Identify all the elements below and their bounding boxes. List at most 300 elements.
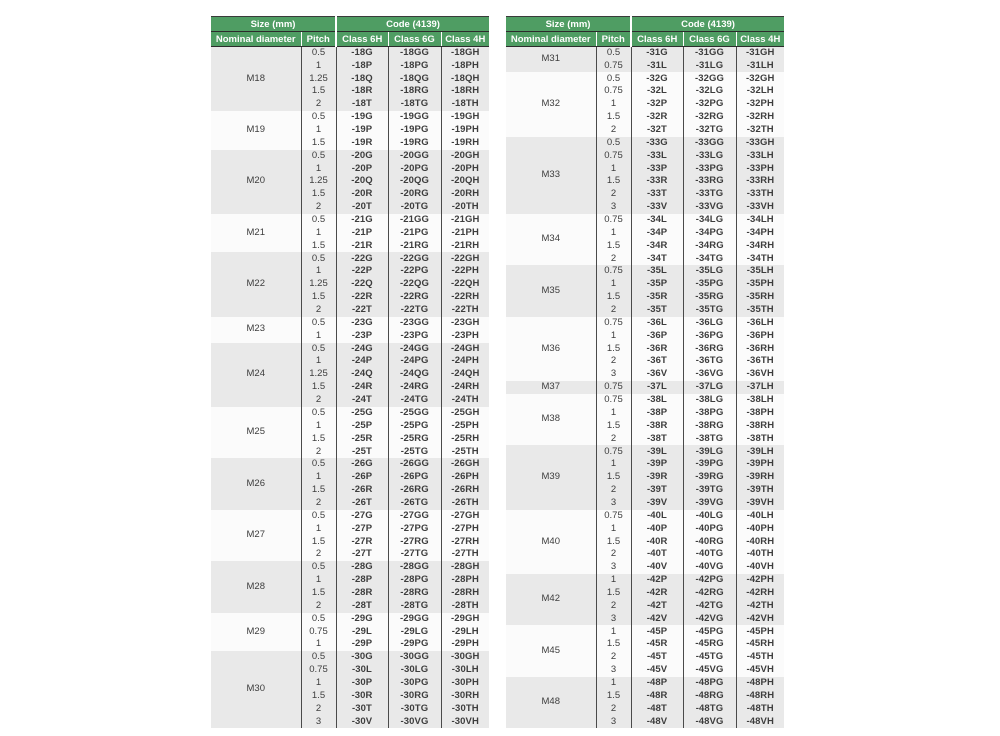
class-6g-code-cell: -32TG: [683, 124, 736, 137]
class-4h-code-cell: -26PH: [441, 471, 489, 484]
class-6h-code-cell: -24R: [336, 381, 388, 394]
class-6g-code-cell: -23GG: [388, 317, 441, 330]
class-4h-code-cell: -24QH: [441, 368, 489, 381]
pitch-cell: 0.5: [301, 407, 336, 420]
class-4h-code-cell: -21RH: [441, 240, 489, 253]
class-6h-code-cell: -28T: [336, 600, 388, 613]
class-4h-code-cell: -18GH: [441, 47, 489, 60]
col-pitch: Pitch: [301, 32, 336, 47]
class-6h-code-cell: -24G: [336, 343, 388, 356]
class-6h-code-cell: -37L: [631, 381, 683, 394]
pitch-cell: 3: [596, 201, 631, 214]
class-6g-code-cell: -36TG: [683, 355, 736, 368]
class-6h-code-cell: -29G: [336, 613, 388, 626]
pitch-cell: 2: [301, 201, 336, 214]
class-4h-code-cell: -22PH: [441, 265, 489, 278]
class-6h-code-cell: -26G: [336, 458, 388, 471]
pitch-cell: 3: [301, 715, 336, 728]
class-6g-code-cell: -40RG: [683, 535, 736, 548]
pitch-cell: 1: [301, 60, 336, 73]
class-6h-code-cell: -22P: [336, 265, 388, 278]
nominal-diameter-cell: M39: [541, 471, 560, 483]
class-4h-code-cell: -34LH: [736, 214, 784, 227]
class-6h-code-cell: -30R: [336, 690, 388, 703]
table-row: [506, 574, 784, 587]
pitch-cell: 0.75: [596, 214, 631, 227]
class-6g-code-cell: -20PG: [388, 162, 441, 175]
class-6g-code-cell: -21RG: [388, 240, 441, 253]
pitch-cell: 0.75: [596, 60, 631, 73]
class-4h-code-cell: -39LH: [736, 445, 784, 458]
pitch-cell: 1.5: [596, 587, 631, 600]
pitch-cell: 0.5: [301, 252, 336, 265]
class-4h-code-cell: -20TH: [441, 201, 489, 214]
class-6h-code-cell: -42P: [631, 574, 683, 587]
class-6h-code-cell: -40T: [631, 548, 683, 561]
pitch-cell: 0.5: [301, 111, 336, 124]
class-6g-code-cell: -35RG: [683, 291, 736, 304]
table-row: [211, 407, 489, 420]
class-6g-code-cell: -42PG: [683, 574, 736, 587]
class-6g-code-cell: -22QG: [388, 278, 441, 291]
class-4h-code-cell: -19PH: [441, 124, 489, 137]
class-6g-code-cell: -36RG: [683, 343, 736, 356]
class-4h-code-cell: -35RH: [736, 291, 784, 304]
pitch-cell: 1.5: [596, 240, 631, 253]
class-6h-code-cell: -48R: [631, 690, 683, 703]
class-4h-code-cell: -30RH: [441, 690, 489, 703]
class-4h-code-cell: -32GH: [736, 72, 784, 85]
class-6g-code-cell: -27TG: [388, 548, 441, 561]
pitch-cell: 2: [596, 484, 631, 497]
class-6h-code-cell: -36L: [631, 317, 683, 330]
class-6g-code-cell: -22RG: [388, 291, 441, 304]
nominal-diameter-cell: M34: [541, 233, 560, 245]
class-6g-code-cell: -28RG: [388, 587, 441, 600]
class-4h-code-cell: -48PH: [736, 677, 784, 690]
pitch-cell: 1.25: [301, 278, 336, 291]
class-6h-code-cell: -26P: [336, 471, 388, 484]
class-6g-code-cell: -20TG: [388, 201, 441, 214]
class-6g-code-cell: -23PG: [388, 330, 441, 343]
class-6g-code-cell: -22GG: [388, 252, 441, 265]
class-4h-code-cell: -36RH: [736, 343, 784, 356]
class-6g-code-cell: -30TG: [388, 703, 441, 716]
col-class-6g: Class 6G: [388, 32, 441, 47]
pitch-cell: 2: [301, 394, 336, 407]
class-6g-code-cell: -30PG: [388, 677, 441, 690]
pitch-cell: 1: [301, 227, 336, 240]
pitch-cell: 2: [596, 600, 631, 613]
class-6h-code-cell: -48V: [631, 715, 683, 728]
class-4h-code-cell: -22GH: [441, 252, 489, 265]
class-6h-code-cell: -42R: [631, 587, 683, 600]
class-6g-code-cell: -27GG: [388, 510, 441, 523]
class-6h-code-cell: -40R: [631, 535, 683, 548]
pitch-cell: 1.5: [301, 188, 336, 201]
nominal-diameter-cell: M19: [246, 124, 265, 136]
class-6g-code-cell: -35TG: [683, 304, 736, 317]
class-6h-code-cell: -33T: [631, 188, 683, 201]
nominal-diameter-cell: M40: [541, 535, 560, 547]
class-6g-code-cell: -40LG: [683, 510, 736, 523]
pitch-cell: 3: [596, 368, 631, 381]
class-6h-code-cell: -31G: [631, 47, 683, 60]
class-4h-code-cell: -23PH: [441, 330, 489, 343]
pitch-cell: 1.5: [301, 690, 336, 703]
class-6h-code-cell: -40L: [631, 510, 683, 523]
class-6h-code-cell: -39L: [631, 445, 683, 458]
nominal-diameter-cell: M35: [541, 284, 560, 296]
table-row: [211, 111, 489, 124]
class-4h-code-cell: -32LH: [736, 85, 784, 98]
pitch-cell: 1: [596, 330, 631, 343]
class-4h-code-cell: -27TH: [441, 548, 489, 561]
pitch-cell: 1.5: [301, 433, 336, 446]
class-4h-code-cell: -20GH: [441, 150, 489, 163]
class-6h-code-cell: -38R: [631, 420, 683, 433]
class-4h-code-cell: -23GH: [441, 317, 489, 330]
class-6h-code-cell: -39T: [631, 484, 683, 497]
class-6g-code-cell: -39LG: [683, 445, 736, 458]
pitch-cell: 0.5: [301, 150, 336, 163]
class-6g-code-cell: -24QG: [388, 368, 441, 381]
pitch-cell: 1.5: [301, 587, 336, 600]
nominal-diameter-cell: M32: [541, 98, 560, 110]
table-row: [506, 381, 784, 394]
table-body: [506, 47, 784, 729]
thread-code-table-left: [211, 16, 489, 728]
class-6g-code-cell: -29LG: [388, 625, 441, 638]
class-4h-code-cell: -18TH: [441, 98, 489, 111]
pitch-cell: 1.5: [596, 291, 631, 304]
class-6g-code-cell: -30GG: [388, 651, 441, 664]
nominal-diameter-cell: M31: [541, 53, 560, 65]
class-4h-code-cell: -33LH: [736, 150, 784, 163]
pitch-cell: 2: [596, 188, 631, 201]
class-6g-code-cell: -24PG: [388, 355, 441, 368]
nominal-diameter-cell: M42: [541, 593, 560, 605]
nominal-diameter-cell: M23: [246, 323, 265, 335]
class-4h-code-cell: -22QH: [441, 278, 489, 291]
class-4h-code-cell: -40PH: [736, 523, 784, 536]
class-6g-code-cell: -30LG: [388, 664, 441, 677]
class-6h-code-cell: -38P: [631, 407, 683, 420]
pitch-cell: 1.5: [301, 291, 336, 304]
class-6h-code-cell: -21P: [336, 227, 388, 240]
code-header: Code (4139): [631, 17, 784, 32]
class-6h-code-cell: -19R: [336, 137, 388, 150]
class-6g-code-cell: -29GG: [388, 613, 441, 626]
class-4h-code-cell: -25GH: [441, 407, 489, 420]
pitch-cell: 1.5: [301, 535, 336, 548]
column-header-row: [211, 32, 489, 47]
pitch-cell: 0.5: [596, 72, 631, 85]
class-6g-code-cell: -24GG: [388, 343, 441, 356]
class-6h-code-cell: -27G: [336, 510, 388, 523]
col-nominal-diameter: Nominal diameter: [211, 32, 301, 47]
class-4h-code-cell: -24PH: [441, 355, 489, 368]
pitch-cell: 1: [596, 98, 631, 111]
class-6g-code-cell: -26GG: [388, 458, 441, 471]
class-6h-code-cell: -27R: [336, 535, 388, 548]
class-6g-code-cell: -39TG: [683, 484, 736, 497]
pitch-cell: 2: [596, 124, 631, 137]
pitch-cell: 0.5: [301, 561, 336, 574]
class-6g-code-cell: -39RG: [683, 471, 736, 484]
pitch-cell: 1.25: [301, 368, 336, 381]
table-row: [211, 510, 489, 523]
table-row: [506, 137, 784, 150]
col-class-6h: Class 6H: [631, 32, 683, 47]
col-class-6g: Class 6G: [683, 32, 736, 47]
table-row: [506, 72, 784, 85]
class-4h-code-cell: -42TH: [736, 600, 784, 613]
pitch-cell: 0.75: [596, 317, 631, 330]
table-header: [211, 17, 489, 47]
pitch-cell: 1.5: [596, 111, 631, 124]
class-6g-code-cell: -21PG: [388, 227, 441, 240]
class-6g-code-cell: -36LG: [683, 317, 736, 330]
class-6h-code-cell: -35P: [631, 278, 683, 291]
class-4h-code-cell: -35PH: [736, 278, 784, 291]
class-4h-code-cell: -30VH: [441, 715, 489, 728]
class-4h-code-cell: -24RH: [441, 381, 489, 394]
class-6h-code-cell: -38T: [631, 433, 683, 446]
pitch-cell: 1: [596, 574, 631, 587]
table-row: [211, 47, 489, 60]
class-4h-code-cell: -36PH: [736, 330, 784, 343]
class-6h-code-cell: -48T: [631, 703, 683, 716]
pitch-cell: 1.5: [596, 638, 631, 651]
class-4h-code-cell: -29GH: [441, 613, 489, 626]
table-row: [506, 394, 784, 407]
class-6h-code-cell: -22G: [336, 252, 388, 265]
pitch-cell: 0.5: [596, 137, 631, 150]
table-row: [211, 252, 489, 265]
pitch-cell: 2: [301, 703, 336, 716]
class-6g-code-cell: -20GG: [388, 150, 441, 163]
class-6g-code-cell: -26TG: [388, 497, 441, 510]
span-header-row: [211, 17, 489, 32]
class-4h-code-cell: -45RH: [736, 638, 784, 651]
class-6g-code-cell: -38LG: [683, 394, 736, 407]
class-6g-code-cell: -32PG: [683, 98, 736, 111]
class-4h-code-cell: -18QH: [441, 72, 489, 85]
class-6g-code-cell: -28TG: [388, 600, 441, 613]
pitch-cell: 2: [301, 98, 336, 111]
pitch-cell: 0.5: [596, 47, 631, 60]
class-6h-code-cell: -30V: [336, 715, 388, 728]
class-4h-code-cell: -22TH: [441, 304, 489, 317]
class-4h-code-cell: -32PH: [736, 98, 784, 111]
pitch-cell: 2: [596, 548, 631, 561]
pitch-cell: 1: [596, 625, 631, 638]
class-4h-code-cell: -42RH: [736, 587, 784, 600]
class-6h-code-cell: -18P: [336, 60, 388, 73]
pitch-cell: 0.75: [596, 394, 631, 407]
class-4h-code-cell: -25TH: [441, 445, 489, 458]
class-4h-code-cell: -25RH: [441, 433, 489, 446]
nominal-diameter-cell: M45: [541, 644, 560, 656]
pitch-cell: 1: [301, 471, 336, 484]
class-4h-code-cell: -32RH: [736, 111, 784, 124]
class-6g-code-cell: -36PG: [683, 330, 736, 343]
nominal-diameter-cell: M20: [246, 175, 265, 187]
pitch-cell: 0.75: [596, 445, 631, 458]
class-6g-code-cell: -25RG: [388, 433, 441, 446]
class-6g-code-cell: -45RG: [683, 638, 736, 651]
class-6g-code-cell: -40VG: [683, 561, 736, 574]
class-6g-code-cell: -31GG: [683, 47, 736, 60]
pitch-cell: 1.5: [596, 175, 631, 188]
nominal-diameter-cell: M33: [541, 169, 560, 181]
table-row: [506, 445, 784, 458]
class-4h-code-cell: -40VH: [736, 561, 784, 574]
code-table: [211, 16, 489, 728]
class-6g-code-cell: -18RG: [388, 85, 441, 98]
pitch-cell: 1: [301, 574, 336, 587]
class-6g-code-cell: -42RG: [683, 587, 736, 600]
class-6g-code-cell: -27RG: [388, 535, 441, 548]
nominal-diameter-cell: M28: [246, 580, 265, 592]
pitch-cell: 2: [301, 304, 336, 317]
class-6h-code-cell: -29P: [336, 638, 388, 651]
class-6h-code-cell: -28G: [336, 561, 388, 574]
class-4h-code-cell: -39TH: [736, 484, 784, 497]
pitch-cell: 1: [301, 523, 336, 536]
class-6g-code-cell: -25GG: [388, 407, 441, 420]
table-row: [211, 150, 489, 163]
class-6g-code-cell: -28PG: [388, 574, 441, 587]
class-4h-code-cell: -26RH: [441, 484, 489, 497]
class-4h-code-cell: -36VH: [736, 368, 784, 381]
class-4h-code-cell: -21GH: [441, 214, 489, 227]
class-4h-code-cell: -20PH: [441, 162, 489, 175]
class-6g-code-cell: -45PG: [683, 625, 736, 638]
class-6h-code-cell: -32T: [631, 124, 683, 137]
class-6h-code-cell: -45V: [631, 664, 683, 677]
class-4h-code-cell: -33PH: [736, 162, 784, 175]
pitch-cell: 1.5: [596, 420, 631, 433]
class-4h-code-cell: -21PH: [441, 227, 489, 240]
nominal-diameter-cell: M38: [541, 413, 560, 425]
class-6g-code-cell: -31LG: [683, 60, 736, 73]
class-6h-code-cell: -48P: [631, 677, 683, 690]
class-4h-code-cell: -26TH: [441, 497, 489, 510]
class-6h-code-cell: -33R: [631, 175, 683, 188]
class-6h-code-cell: -23P: [336, 330, 388, 343]
class-4h-code-cell: -29PH: [441, 638, 489, 651]
class-6g-code-cell: -33VG: [683, 201, 736, 214]
class-6g-code-cell: -32GG: [683, 72, 736, 85]
class-6g-code-cell: -32RG: [683, 111, 736, 124]
class-4h-code-cell: -38TH: [736, 433, 784, 446]
class-4h-code-cell: -22RH: [441, 291, 489, 304]
class-4h-code-cell: -19RH: [441, 137, 489, 150]
pitch-cell: 3: [596, 664, 631, 677]
class-6h-code-cell: -38L: [631, 394, 683, 407]
class-6h-code-cell: -18Q: [336, 72, 388, 85]
nominal-diameter-cell: M24: [246, 368, 265, 380]
pitch-cell: 1.5: [301, 85, 336, 98]
class-6g-code-cell: -40TG: [683, 548, 736, 561]
pitch-cell: 0.5: [301, 214, 336, 227]
table-row: [211, 458, 489, 471]
class-6g-code-cell: -34RG: [683, 240, 736, 253]
pitch-cell: 0.5: [301, 613, 336, 626]
class-6g-code-cell: -48TG: [683, 703, 736, 716]
class-4h-code-cell: -27GH: [441, 510, 489, 523]
nominal-diameter-cell: M25: [246, 426, 265, 438]
class-4h-code-cell: -34PH: [736, 227, 784, 240]
class-6h-code-cell: -21G: [336, 214, 388, 227]
class-6g-code-cell: -24RG: [388, 381, 441, 394]
class-6g-code-cell: -18TG: [388, 98, 441, 111]
pitch-cell: 0.75: [596, 85, 631, 98]
pitch-cell: 1.5: [596, 471, 631, 484]
pitch-cell: 1.5: [596, 690, 631, 703]
class-4h-code-cell: -39RH: [736, 471, 784, 484]
pitch-cell: 1.5: [301, 137, 336, 150]
pitch-cell: 2: [301, 497, 336, 510]
class-6h-code-cell: -20Q: [336, 175, 388, 188]
class-6g-code-cell: -19RG: [388, 137, 441, 150]
class-4h-code-cell: -33RH: [736, 175, 784, 188]
class-4h-code-cell: -28TH: [441, 600, 489, 613]
class-6h-code-cell: -39V: [631, 497, 683, 510]
class-6h-code-cell: -42V: [631, 613, 683, 626]
table-body: [211, 47, 489, 729]
size-header: Size (mm): [211, 17, 336, 32]
class-6g-code-cell: -40PG: [683, 523, 736, 536]
class-6h-code-cell: -32R: [631, 111, 683, 124]
class-6h-code-cell: -34P: [631, 227, 683, 240]
pitch-cell: 2: [301, 600, 336, 613]
span-header-row: [506, 17, 784, 32]
pitch-cell: 1: [301, 677, 336, 690]
class-6g-code-cell: -38RG: [683, 420, 736, 433]
table-row: [211, 613, 489, 626]
class-6g-code-cell: -25PG: [388, 420, 441, 433]
class-6h-code-cell: -32G: [631, 72, 683, 85]
class-4h-code-cell: -42VH: [736, 613, 784, 626]
class-4h-code-cell: -32TH: [736, 124, 784, 137]
class-4h-code-cell: -40RH: [736, 535, 784, 548]
class-4h-code-cell: -38PH: [736, 407, 784, 420]
pitch-cell: 2: [301, 445, 336, 458]
col-nominal-diameter: Nominal diameter: [506, 32, 596, 47]
pitch-cell: 1: [301, 420, 336, 433]
class-6g-code-cell: -30RG: [388, 690, 441, 703]
class-6g-code-cell: -48PG: [683, 677, 736, 690]
class-6g-code-cell: -24TG: [388, 394, 441, 407]
class-6h-code-cell: -24P: [336, 355, 388, 368]
class-6g-code-cell: -37LG: [683, 381, 736, 394]
col-class-6h: Class 6H: [336, 32, 388, 47]
class-6h-code-cell: -31L: [631, 60, 683, 73]
nominal-diameter-cell: M26: [246, 477, 265, 489]
class-4h-code-cell: -18RH: [441, 85, 489, 98]
table-row: [211, 561, 489, 574]
class-6h-code-cell: -20R: [336, 188, 388, 201]
class-6g-code-cell: -33LG: [683, 150, 736, 163]
class-6h-code-cell: -35R: [631, 291, 683, 304]
code-table: [506, 16, 784, 728]
class-6g-code-cell: -33TG: [683, 188, 736, 201]
nominal-diameter-cell: M48: [541, 696, 560, 708]
pitch-cell: 0.75: [301, 625, 336, 638]
